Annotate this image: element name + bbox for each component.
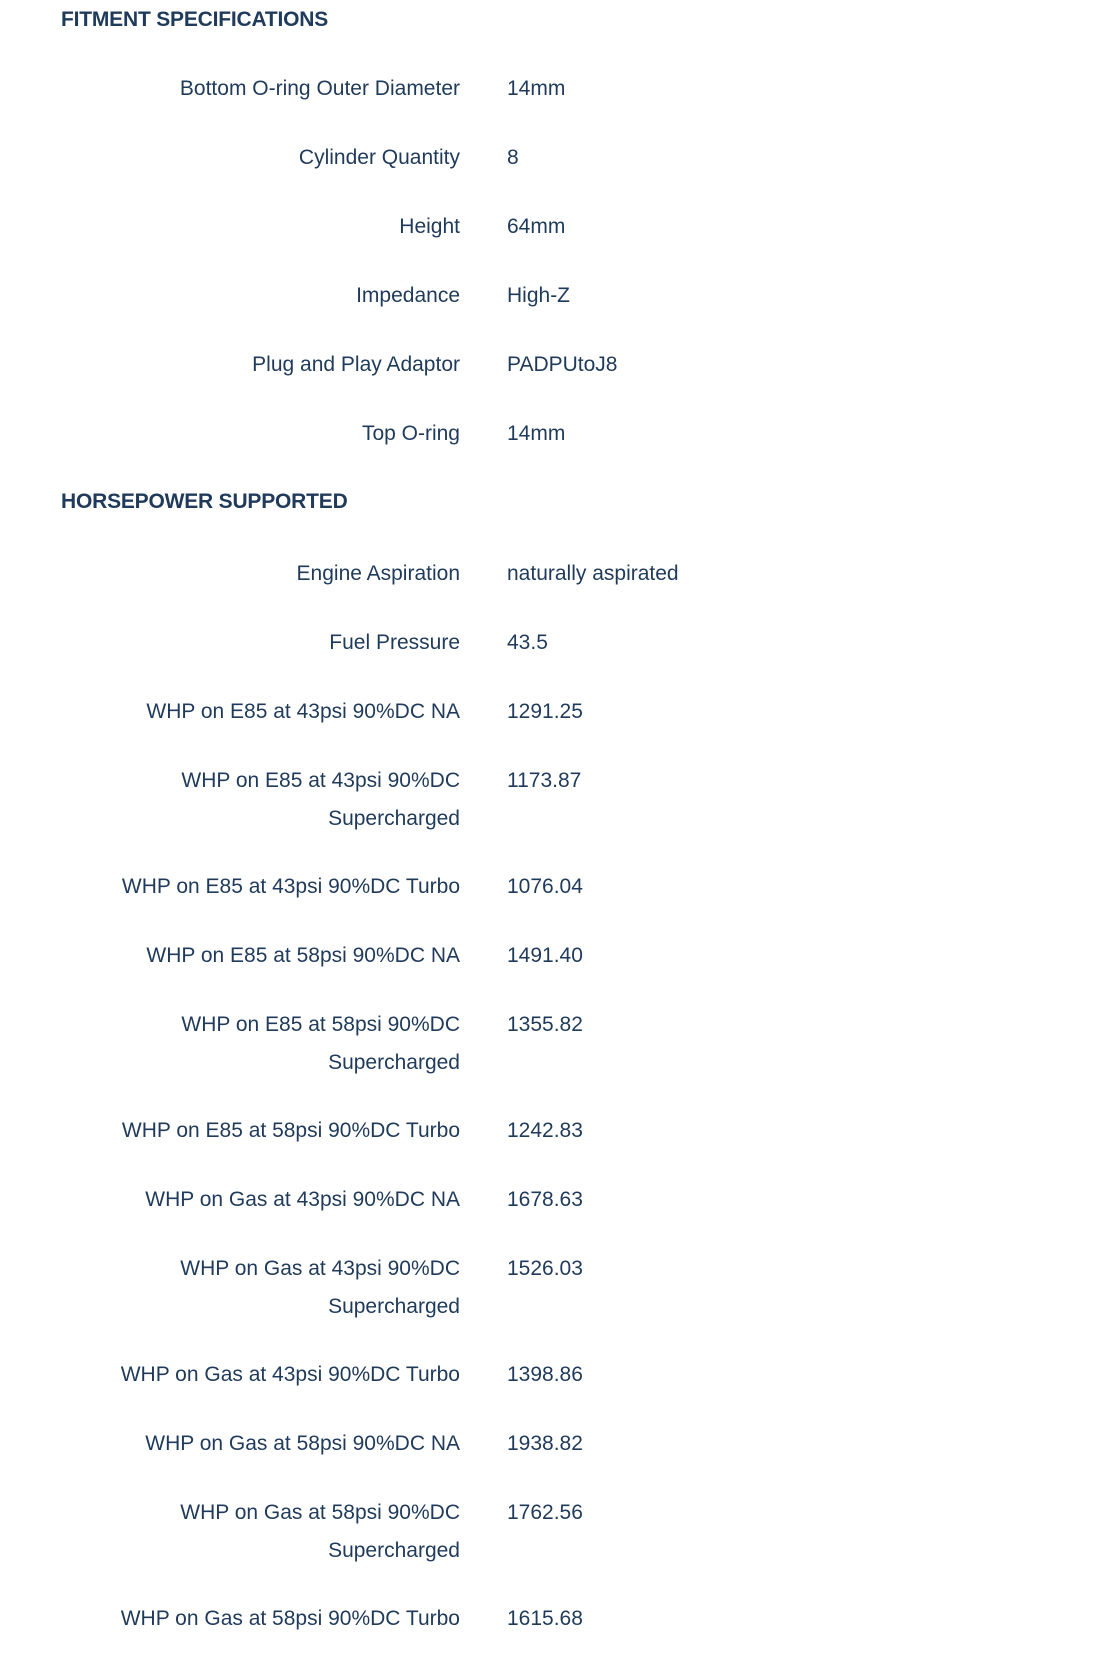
spec-row <box>0 1112 1120 1181</box>
spec-label: WHP on E85 at 58psi 90%DC NA <box>146 944 460 967</box>
spec-row <box>0 1181 1120 1250</box>
spec-row <box>0 555 1120 624</box>
spec-label: WHP on E85 at 43psi 90%DC Turbo <box>121 875 460 898</box>
spec-value: 1398.86 <box>507 1363 583 1386</box>
spec-label: Plug and Play Adaptor <box>252 353 460 376</box>
spec-row <box>0 1250 1120 1356</box>
spec-label: WHP on Gas at 43psi 90%DC Supercharged <box>180 1257 460 1318</box>
spec-row <box>0 139 1120 208</box>
spec-value: 1242.83 <box>507 1119 583 1142</box>
spec-row <box>0 1356 1120 1425</box>
spec-row <box>0 1425 1120 1494</box>
spec-value: 1291.25 <box>507 700 583 723</box>
spec-value: 1526.03 <box>507 1257 583 1280</box>
spec-value: 64mm <box>507 215 566 238</box>
fitment-specifications-table <box>0 70 1120 484</box>
spec-label: WHP on Gas at 58psi 90%DC NA <box>145 1432 460 1455</box>
spec-label: WHP on Gas at 43psi 90%DC Turbo <box>120 1363 460 1386</box>
spec-value: 1678.63 <box>507 1188 583 1211</box>
spec-row <box>0 1006 1120 1112</box>
spec-label: Fuel Pressure <box>329 631 460 654</box>
spec-label: WHP on Gas at 58psi 90%DC Supercharged <box>180 1501 460 1562</box>
fitment-specifications-heading: FITMENT SPECIFICATIONS <box>61 8 329 31</box>
spec-row <box>0 70 1120 139</box>
spec-row <box>0 1600 1120 1669</box>
spec-row <box>0 624 1120 693</box>
spec-label: Height <box>399 215 460 238</box>
spec-row <box>0 1494 1120 1600</box>
spec-label: Cylinder Quantity <box>298 146 460 169</box>
spec-row <box>0 868 1120 937</box>
spec-value: PADPUtoJ8 <box>507 353 618 376</box>
spec-value: 1938.82 <box>507 1432 583 1455</box>
spec-value: 1355.82 <box>507 1013 583 1036</box>
spec-value: 43.5 <box>507 631 548 654</box>
spec-value: 8 <box>507 146 519 169</box>
spec-value: naturally aspirated <box>507 562 679 585</box>
spec-row <box>0 693 1120 762</box>
spec-label: WHP on E85 at 43psi 90%DC NA <box>146 700 460 723</box>
spec-row <box>0 937 1120 1006</box>
spec-value: 1762.56 <box>507 1501 583 1524</box>
horsepower-supported-table <box>0 555 1120 1669</box>
spec-label: WHP on E85 at 43psi 90%DC Supercharged <box>181 769 460 830</box>
spec-label: WHP on E85 at 58psi 90%DC Supercharged <box>181 1013 460 1074</box>
spec-label: Bottom O-ring Outer Diameter <box>179 77 460 100</box>
spec-value: 1615.68 <box>507 1607 583 1630</box>
spec-value: 14mm <box>507 77 566 100</box>
spec-value: 14mm <box>507 422 566 445</box>
spec-value: 1491.40 <box>507 944 583 967</box>
spec-row <box>0 415 1120 484</box>
spec-label: Engine Aspiration <box>296 562 460 585</box>
spec-label: WHP on Gas at 43psi 90%DC NA <box>145 1188 460 1211</box>
spec-value: 1173.87 <box>507 769 582 792</box>
spec-row <box>0 277 1120 346</box>
spec-row <box>0 346 1120 415</box>
spec-value: 1076.04 <box>507 875 583 898</box>
spec-value: High-Z <box>507 284 571 307</box>
spec-label: Impedance <box>356 284 460 307</box>
spec-label: Top O-ring <box>361 422 460 445</box>
spec-label: WHP on Gas at 58psi 90%DC Turbo <box>120 1607 460 1630</box>
spec-row <box>0 762 1120 868</box>
horsepower-supported-heading: HORSEPOWER SUPPORTED <box>61 490 348 513</box>
spec-row <box>0 208 1120 277</box>
spec-label: WHP on E85 at 58psi 90%DC Turbo <box>121 1119 460 1142</box>
